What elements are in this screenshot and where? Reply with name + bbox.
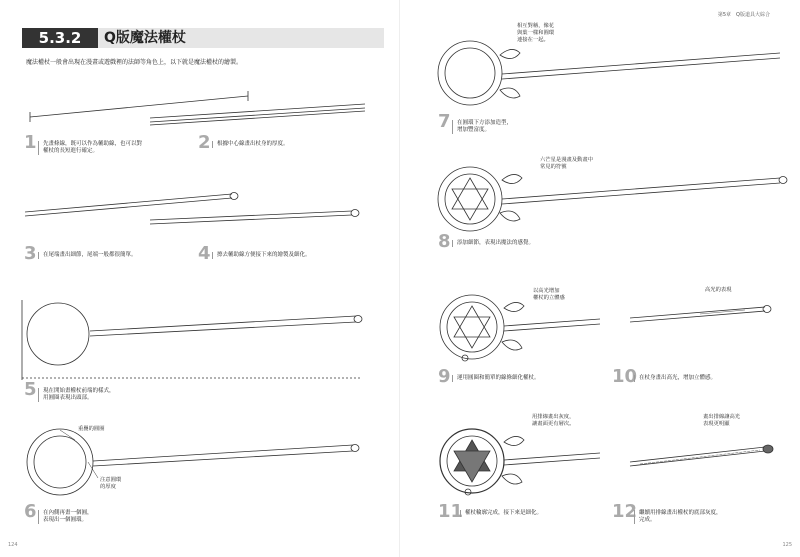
note-hatching: 用排線畫出灰度， 讓畫面更有層次。 xyxy=(532,414,575,427)
chapter-header: 第5章 Q版道具大綜合 xyxy=(717,12,770,18)
note-highlight: 高光的表現 xyxy=(705,287,732,293)
page-number-left: 124 xyxy=(8,542,18,548)
right-page: 第5章 Q版道具大綜合 相互對稱，像花 與葉一樣和圓環 連接在一起。 六芒星是漫畫及動畫中 常見的符號 以高光增加 權杖的立體感 高光的表現 用排線畫出灰度， 讓畫面更有層次。 畫出排線讓高光 表現更明顯 7 在圓環下方添加造型， 增加豐富度。 8 添加細節，表現出魔法的感覺。 9 運用圓圈和簡單的線條細化權杖。 10 在杖身畫出高光，增加立體感。 11 權杖輪廓完成，接下來是細化。 12 繼續用排線畫出權杖的底部灰度， 完成。 125 xyxy=(400,0,800,557)
note-hexagram: 六芒星是漫畫及動畫中 常見的符號 xyxy=(540,157,593,170)
note-gloss: 畫出排線讓高光 表現更明顯 xyxy=(703,414,741,427)
section-title: Q版魔法權杖 xyxy=(98,28,384,48)
right-illustrations xyxy=(400,0,800,557)
intro-text: 魔法權杖一般會出現在漫畫或遊戲裡的法師等角色上，以下就是魔法權杖的繪製。 xyxy=(26,59,243,66)
left-page: 5.3.2 Q版魔法權杖 魔法權杖一般會出現在漫畫或遊戲裡的法師等角色上，以下就是魔法權杖的繪製。 1 先畫條線，既可以作為輔助線，也可以對 權杖的長短進行確定。 2 根據中心線畫出杖身的厚度。 3 在尾端畫出細節，尾端一般都很簡單。 4 擦去輔助線方便接下來的繪製及細化。 5 現在開始畫權杖前端的樣式， 用圓圈表現出頭部。 6 在內側再畫一個圓， 表現出一個圓環。 重疊的圓圈 注意圓環 的厚度 124 xyxy=(0,0,400,557)
note-lines: 以高光增加 權杖的立體感 xyxy=(533,288,565,301)
note-symmetry: 相互對稱，像花 與葉一樣和圓環 連接在一起。 xyxy=(517,23,555,43)
section-number: 5.3.2 xyxy=(22,28,98,48)
note-overlap: 重疊的圓圈 xyxy=(78,426,105,432)
page-number-right: 125 xyxy=(782,542,792,548)
note-ring-thickness: 注意圓環 的厚度 xyxy=(100,477,122,490)
